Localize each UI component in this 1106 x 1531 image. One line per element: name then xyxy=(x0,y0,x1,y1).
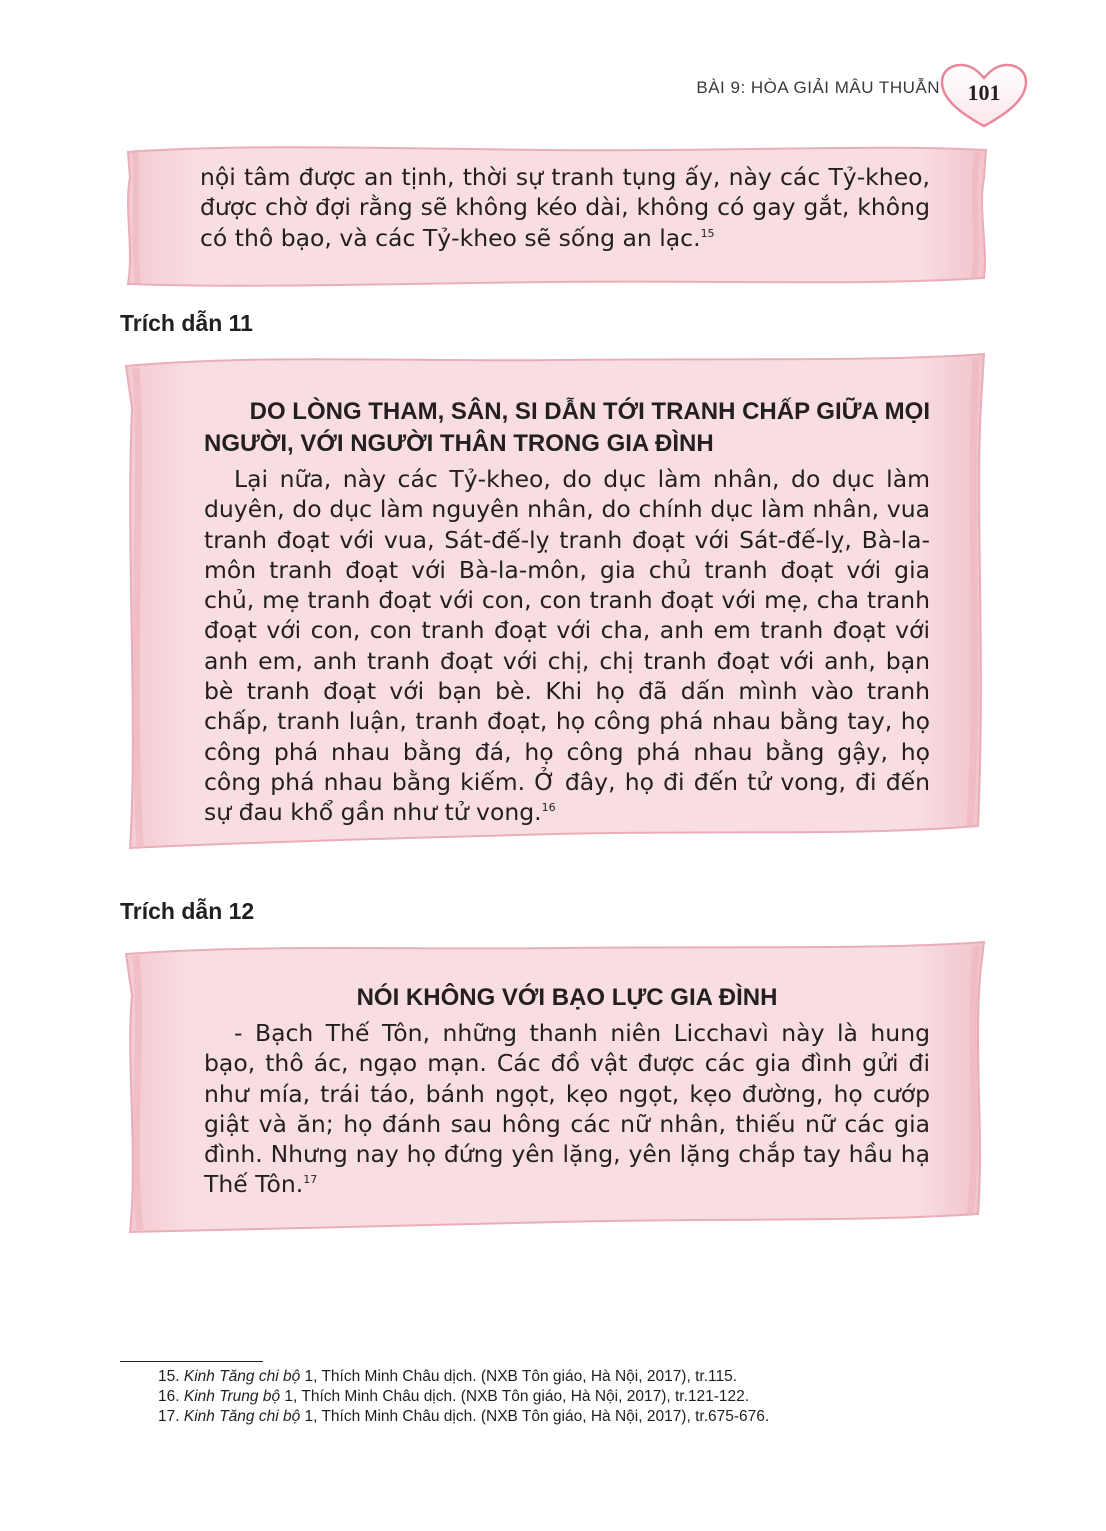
footnote-17: 17. Kinh Tăng chi bộ 1, Thích Minh Châu dịch. (NXB Tôn giáo, Hà Nội, 2017), tr.675-676. xyxy=(158,1408,770,1425)
quote-box-12 xyxy=(118,936,996,1236)
quote-title-line2: NGƯỜI, VỚI NGƯỜI THÂN TRONG GIA ĐÌNH xyxy=(204,430,714,457)
quote-text: Lại nữa, này các Tỷ-kheo, do dục làm nhân, do dục làm duyên, do dục làm nguyên nhân, do chính dục làm nhân, vua tranh đoạt với vua, Sát-đế-lỵ tranh đoạt với Sát-đế-lỵ, Bà-la-môn tranh đoạt với Bà-la-môn, gia chủ tranh đoạt với gia chủ, mẹ tranh đoạt với con, con tranh đoạt với mẹ, cha tranh đoạt với con, con tranh đoạt với cha, anh em tranh đoạt với anh em, anh tranh đoạt với chị, chị tranh đoạt với anh, bạn bè tranh đoạt với bạn bè. Khi họ đã dấn mình vào tranh chấp, tranh luận, tranh đoạt, họ công phá nhau bằng tay, họ công phá nhau bằng đá, họ công phá nhau bằng gậy, họ công phá nhau bằng kiếm. Ở đây, họ đi đến tử vong, đi đến sự đau khổ gần như tử vong.$^{16}$ xyxy=(204,465,930,827)
section-label-11: Trích dẫn 11 xyxy=(120,310,253,336)
quote-box-continued xyxy=(118,138,996,292)
footnote-15: 15. Kinh Tăng chi bộ 1, Thích Minh Châu dịch. (NXB Tôn giáo, Hà Nội, 2017), tr.115. xyxy=(158,1368,738,1385)
footnote-ref: 17 xyxy=(303,1173,318,1187)
footnote-ref: 15 xyxy=(700,226,715,240)
running-title: BÀI 9: HÒA GIẢI MÂU THUẪN xyxy=(696,78,940,97)
footnote-ref: 16 xyxy=(541,801,556,815)
quote-text: - Bạch Thế Tôn, những thanh niên Licchavì này là hung bạo, thô ác, ngạo mạn. Các đồ vật được các gia đình gửi đi như mía, trái táo, bánh ngọt, kẹo ngọt, kẹo đường, họ cướp giật và ăn; họ đánh sau hông các nữ nhân, thiếu nữ các gia đình. Nhưng nay họ đứng yên lặng, yên lặng chắp tay hầu hạ Thế Tôn.$^{17}$ xyxy=(204,1019,930,1199)
quote-title: NÓI KHÔNG VỚI BẠO LỰC GIA ĐÌNH xyxy=(356,984,778,1011)
footnote-16: 16. Kinh Trung bộ 1, Thích Minh Châu dịch. (NXB Tôn giáo, Hà Nội, 2017), tr.121-122. xyxy=(158,1388,750,1405)
quote-text: nội tâm được an tịnh, thời sự tranh tụng ấy, này các Tỷ-kheo, được chờ đợi rằng sẽ không kéo dài, không có gay gắt, không có thô bạo, và các Tỷ-kheo sẽ sống an lạc.$^{15}$ xyxy=(200,163,930,252)
footnote-divider xyxy=(120,1361,263,1362)
page-number: 101 xyxy=(967,80,1001,105)
quote-title: DO LÒNG THAM, SÂN, SI DẪN TỚI TRANH CHẤP GIỮA MỌI xyxy=(249,398,930,425)
section-label-12: Trích dẫn 12 xyxy=(120,898,255,924)
quote-box-11 xyxy=(118,348,996,866)
footnotes xyxy=(158,1367,1008,1427)
